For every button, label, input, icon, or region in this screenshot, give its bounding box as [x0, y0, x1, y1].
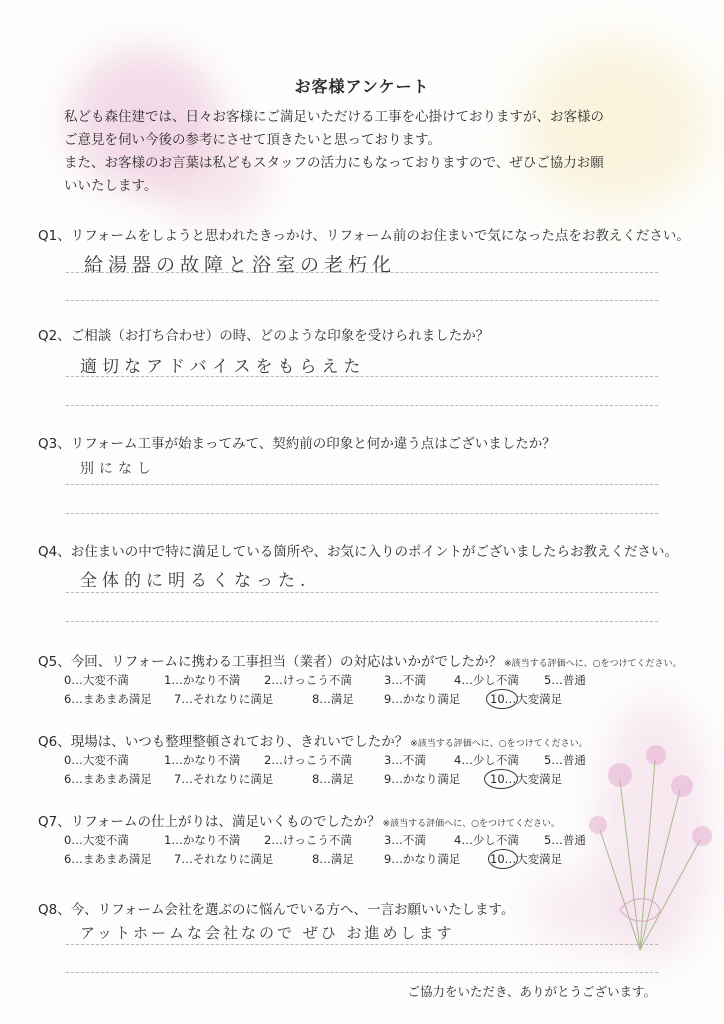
rating-option[interactable]: 1…かなり不満 [164, 833, 241, 847]
rating-option[interactable]: 0…大変不満 [64, 753, 129, 767]
rating-option[interactable]: 8…満足 [312, 852, 354, 866]
rating-option[interactable]: 5…普通 [544, 753, 586, 767]
rating-option-selected[interactable]: 10…大変満足 [490, 692, 563, 706]
intro-line: いいたします。 [64, 178, 158, 194]
answer-1[interactable]: 給湯器の故障と浴室の老朽化 [84, 254, 397, 276]
selection-circle [484, 769, 518, 789]
question-3: Q3、リフォーム工事が始まってみて、契約前の印象と何か違う点はございましたか？ [38, 436, 556, 452]
rating-option-selected[interactable]: 10…大変満足 [490, 772, 563, 786]
question-5-text: Q5、今回、リフォームに携わる工事担当（業者）の対応はいかがでしたか？ [38, 654, 503, 670]
rating-option[interactable]: 8…満足 [312, 692, 354, 706]
rating-option[interactable]: 5…普通 [544, 833, 586, 847]
answer-line [66, 972, 658, 973]
question-4: Q4、お住まいの中で特に満足している箇所や、お気に入りのポイントがございましたらお教えください。 [38, 544, 678, 560]
rating-note: ※該当する評価へに、○をつけてください。 [504, 659, 682, 669]
rating-option[interactable]: 1…かなり不満 [164, 753, 241, 767]
question-5 [38, 650, 681, 670]
question-6 [38, 730, 588, 750]
answer-2[interactable]: 適切なアドバイスをもらえた [80, 357, 366, 377]
page-title: お客様アンケート [294, 77, 430, 96]
rating-option[interactable]: 7…それなりに満足 [174, 772, 274, 786]
rating-option[interactable]: 3…不満 [384, 753, 426, 767]
intro-text [64, 106, 684, 198]
rating-option[interactable]: 2…けっこう不満 [264, 753, 352, 767]
rating-option[interactable]: 4…少し不満 [454, 673, 519, 687]
rating-option[interactable]: 7…それなりに満足 [174, 852, 274, 866]
question-7-text: Q7、リフォームの仕上がりは、満足いくものでしたか？ [38, 814, 381, 830]
answer-3[interactable]: 別になし [80, 461, 156, 477]
answer-line [66, 300, 658, 301]
answer-4[interactable]: 全体的に明るくなった. [80, 571, 311, 591]
intro-line: ご意見を伺い今後の参考にさせて頂きたいと思っております。 [64, 132, 441, 148]
rating-option-selected[interactable]: 10…大変満足 [490, 852, 563, 866]
answer-line [66, 621, 658, 622]
question-2: Q2、ご相談（お打ち合わせ）の時、どのような印象を受けられましたか？ [38, 328, 490, 344]
rating-option[interactable]: 9…かなり満足 [384, 692, 461, 706]
rating-option[interactable]: 1…かなり不満 [164, 673, 241, 687]
answer-line [66, 376, 658, 377]
rating-option[interactable]: 5…普通 [544, 673, 586, 687]
rating-option[interactable]: 4…少し不満 [454, 753, 519, 767]
rating-option[interactable]: 4…少し不満 [454, 833, 519, 847]
question-1: Q1、リフォームをしようと思われたきっかけ、リフォーム前のお住まいで気になった点をお教えください。 [38, 228, 690, 244]
rating-option[interactable]: 6…まあまあ満足 [64, 852, 152, 866]
selection-circle [486, 689, 518, 709]
rating-option[interactable]: 0…大変不満 [64, 833, 129, 847]
rating-option[interactable]: 7…それなりに満足 [174, 692, 274, 706]
answer-line [66, 513, 658, 514]
rating-option[interactable]: 8…満足 [312, 772, 354, 786]
answer-line [66, 484, 658, 485]
rating-option[interactable]: 3…不満 [384, 673, 426, 687]
rating-note: ※該当する評価へに、○をつけてください。 [410, 739, 588, 749]
answer-8[interactable]: アットホームな会社なので ぜひ お進めします [80, 924, 455, 942]
answer-line [66, 405, 658, 406]
question-6-text: Q6、現場は、いつも整理整頓されており、きれいでしたか？ [38, 734, 409, 750]
rating-option[interactable]: 6…まあまあ満足 [64, 692, 152, 706]
rating-note: ※該当する評価へに、○をつけてください。 [382, 819, 560, 829]
answer-line [66, 272, 658, 273]
rating-option[interactable]: 6…まあまあ満足 [64, 772, 152, 786]
question-7 [38, 810, 560, 830]
rating-option[interactable]: 9…かなり満足 [384, 852, 461, 866]
intro-line: また、お客様のお言葉は私どもスタッフの活力にもなっておりますので、ぜひご協力お願 [64, 155, 604, 171]
question-8: Q8、今、リフォーム会社を選ぶのに悩んでいる方へ、一言お願いいたします。 [38, 902, 515, 918]
closing-message: ご協力をいただき、ありがとうございます。 [407, 984, 656, 999]
selection-circle [488, 849, 518, 869]
rating-option[interactable]: 2…けっこう不満 [264, 833, 352, 847]
answer-line [66, 944, 658, 945]
intro-line: 私ども森住建では、日々お客様にご満足いただける工事を心掛けておりますが、お客様の [64, 109, 604, 125]
rating-option[interactable]: 0…大変不満 [64, 673, 129, 687]
rating-option[interactable]: 2…けっこう不満 [264, 673, 352, 687]
rating-option[interactable]: 9…かなり満足 [384, 772, 461, 786]
answer-line [66, 592, 658, 593]
rating-option[interactable]: 3…不満 [384, 833, 426, 847]
